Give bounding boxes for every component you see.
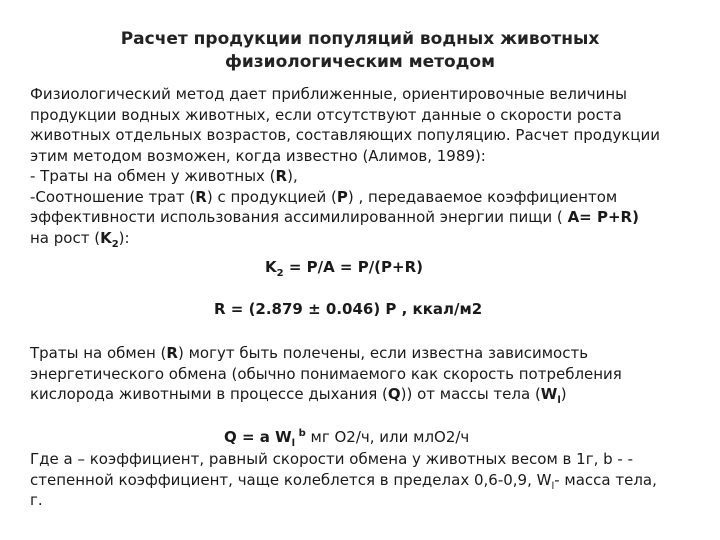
intro-paragraph — [30, 84, 710, 248]
intro-line-4: этим методом возможен, когда известно (Алимов, 1989): — [30, 146, 486, 165]
formula-q: Q = a $W_l$ $^b$ мг О2/ч, или млО2/ч — [224, 428, 470, 449]
intro-line-2: продукции водных животных, если отсутствуют данные о скорости роста — [30, 105, 622, 124]
intro-line-5: - Траты на обмен у животных (R), — [30, 167, 298, 185]
intro-line-7: эффективности использования ассимилированной энергии пищи ( A= P+R) — [30, 208, 639, 226]
coefficient-line-1: Где а – коэффициент, равный скорости обмена у животных весом в 1г, b - - — [30, 450, 634, 468]
intro-line-6: -Соотношение трат (R) с продукцией (P) , передаваемое коэффициентом — [30, 187, 618, 206]
intro-line-8: на рост $(K_2)$: — [30, 228, 130, 250]
slide-title — [60, 28, 660, 74]
title-line-2: физиологическим методом — [225, 52, 495, 72]
formula-r: R = (2.879 ± 0.046) P , ккал/м2 — [214, 300, 483, 318]
metabolism-line-2: энергетического обмена (обычно понимаемого как скорость потребления — [30, 364, 622, 383]
intro-line-1: Физиологический метод дает приближенные, ориентировочные величины — [30, 85, 628, 103]
coefficient-line-2: степенной коэффициент, чаще колеблется в пределах 0,6-0,9, $W_l-$ масса тела, — [30, 470, 657, 492]
title-line-1: Расчет продукции популяций водных животных — [120, 29, 600, 49]
intro-line-3: животных отдельных возрастов, составляющих популяцию. Расчет продукции — [30, 126, 660, 144]
formula-k2: $K_2 = P/A = P/(P+R)$ — [265, 258, 423, 279]
metabolism-paragraph — [30, 343, 710, 405]
metabolism-line-1: Траты на обмен (R) могут быть полечены, если известна зависимость — [30, 344, 589, 362]
metabolism-line-3: кислорода животными в процессе дыхания (Q)) от массы тела $(W_l)$ — [30, 385, 567, 406]
coefficient-line-3: г. — [30, 491, 43, 509]
coefficient-paragraph — [30, 449, 710, 511]
